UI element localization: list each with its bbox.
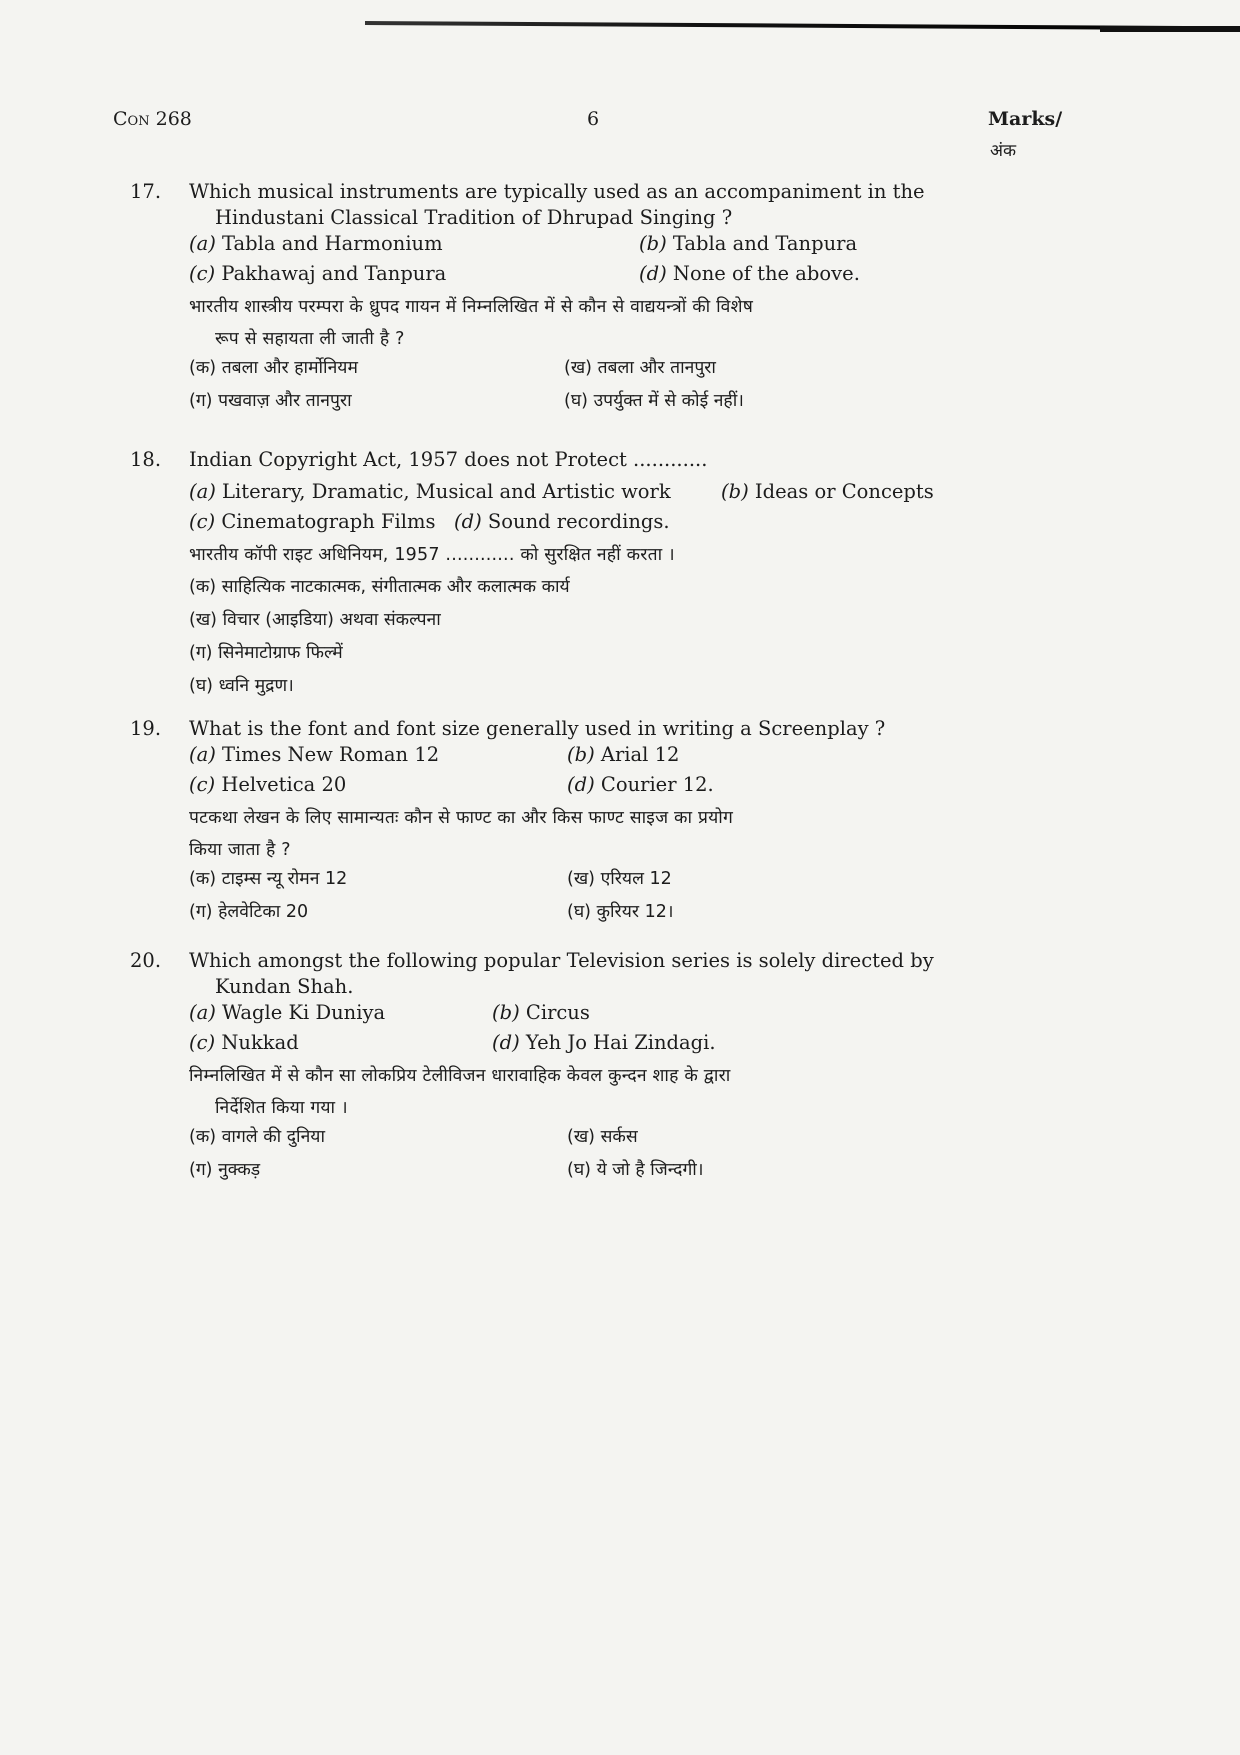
question-text-hindi-cont: निर्देशित किया गया । <box>215 1098 348 1118</box>
option-a: (a) Wagle Ki Duniya <box>189 1001 386 1024</box>
option-gha: (घ) ध्वनि मुद्रण। <box>189 676 294 696</box>
question-number: 20. <box>130 949 162 972</box>
option-ga: (ग) नुक्कड़ <box>189 1160 261 1180</box>
question-text-cont: Hindustani Classical Tradition of Dhrupad Singing ? <box>215 206 733 229</box>
option-c: (c) Nukkad <box>189 1031 299 1054</box>
option-kha: (ख) एरियल 12 <box>567 869 672 889</box>
option-ka: (क) साहित्यिक नाटकात्मक, संगीतात्मक और कलात्मक कार्य <box>189 577 570 597</box>
question-text: Which amongst the following popular Television series is solely directed by <box>189 949 934 972</box>
question-text: Which musical instruments are typically used as an accompaniment in the <box>189 180 925 203</box>
top-rule <box>365 21 1225 30</box>
option-ka: (क) वागले की दुनिया <box>189 1127 325 1147</box>
option-ka: (क) टाइम्स न्यू रोमन 12 <box>189 869 348 889</box>
option-a: (a) Tabla and Harmonium <box>189 232 443 255</box>
question-text: What is the font and font size generally used in writing a Screenplay ? <box>189 717 886 740</box>
question-text-hindi: भारतीय कॉपी राइट अधिनियम, 1957 ............ को सुरक्षित नहीं करता । <box>189 545 675 565</box>
question-text-hindi: निम्नलिखित में से कौन सा लोकप्रिय टेलीविजन धारावाहिक केवल कुन्दन शाह के द्वारा <box>189 1066 731 1086</box>
option-gha: (घ) ये जो है जिन्दगी। <box>567 1160 704 1180</box>
option-kha: (ख) सर्कस <box>567 1127 638 1147</box>
question-text-hindi: भारतीय शास्त्रीय परम्परा के ध्रुपद गायन में निम्नलिखित में से कौन से वाद्ययन्त्रों की विशेष <box>189 297 754 317</box>
option-a: (a) Literary, Dramatic, Musical and Artistic work <box>189 480 671 503</box>
option-c: (c) Pakhawaj and Tanpura <box>189 262 447 285</box>
option-gha: (घ) कुरियर 12। <box>567 902 674 922</box>
option-d: (d) None of the above. <box>639 262 860 285</box>
question-number: 19. <box>130 717 162 740</box>
question-text: Indian Copyright Act, 1957 does not Protect ............ <box>189 448 708 471</box>
marks-heading-hindi: अंक <box>990 141 1017 161</box>
option-b: (b) Circus <box>492 1001 590 1024</box>
option-kha: (ख) तबला और तानपुरा <box>564 358 716 378</box>
option-a: (a) Times New Roman 12 <box>189 743 440 766</box>
option-b: (b) Arial 12 <box>567 743 680 766</box>
option-ga: (ग) हेलवेटिका 20 <box>189 902 309 922</box>
option-b: (b) Tabla and Tanpura <box>639 232 858 255</box>
option-d: (d) Courier 12. <box>567 773 714 796</box>
option-b: (b) Ideas or Concepts <box>721 480 934 503</box>
question-number: 18. <box>130 448 162 471</box>
page-number: 6 <box>587 108 600 130</box>
option-ka: (क) तबला और हार्मोनियम <box>189 358 358 378</box>
top-rule-edge <box>1100 26 1240 32</box>
question-number: 17. <box>130 180 162 203</box>
option-ga: (ग) सिनेमाटोग्राफ फिल्में <box>189 643 343 663</box>
marks-heading: Marks/ <box>988 108 1063 130</box>
option-d: (d) Yeh Jo Hai Zindagi. <box>492 1031 716 1054</box>
option-kha: (ख) विचार (आइडिया) अथवा संकल्पना <box>189 610 441 630</box>
option-d: (d) Sound recordings. <box>454 510 670 533</box>
question-text-hindi-cont: रूप से सहायता ली जाती है ? <box>215 329 405 349</box>
question-text-hindi: पटकथा लेखन के लिए सामान्यतः कौन से फाण्ट का और किस फाण्ट साइज का प्रयोग <box>189 808 734 828</box>
question-text-cont: Kundan Shah. <box>215 975 354 998</box>
paper-code: Con 268 <box>113 108 192 130</box>
option-c: (c) Cinematograph Films <box>189 510 436 533</box>
option-ga: (ग) पखवाज़ और तानपुरा <box>189 391 352 411</box>
option-c: (c) Helvetica 20 <box>189 773 347 796</box>
question-text-hindi-cont: किया जाता है ? <box>189 840 291 860</box>
option-gha: (घ) उपर्युक्त में से कोई नहीं। <box>564 391 744 411</box>
